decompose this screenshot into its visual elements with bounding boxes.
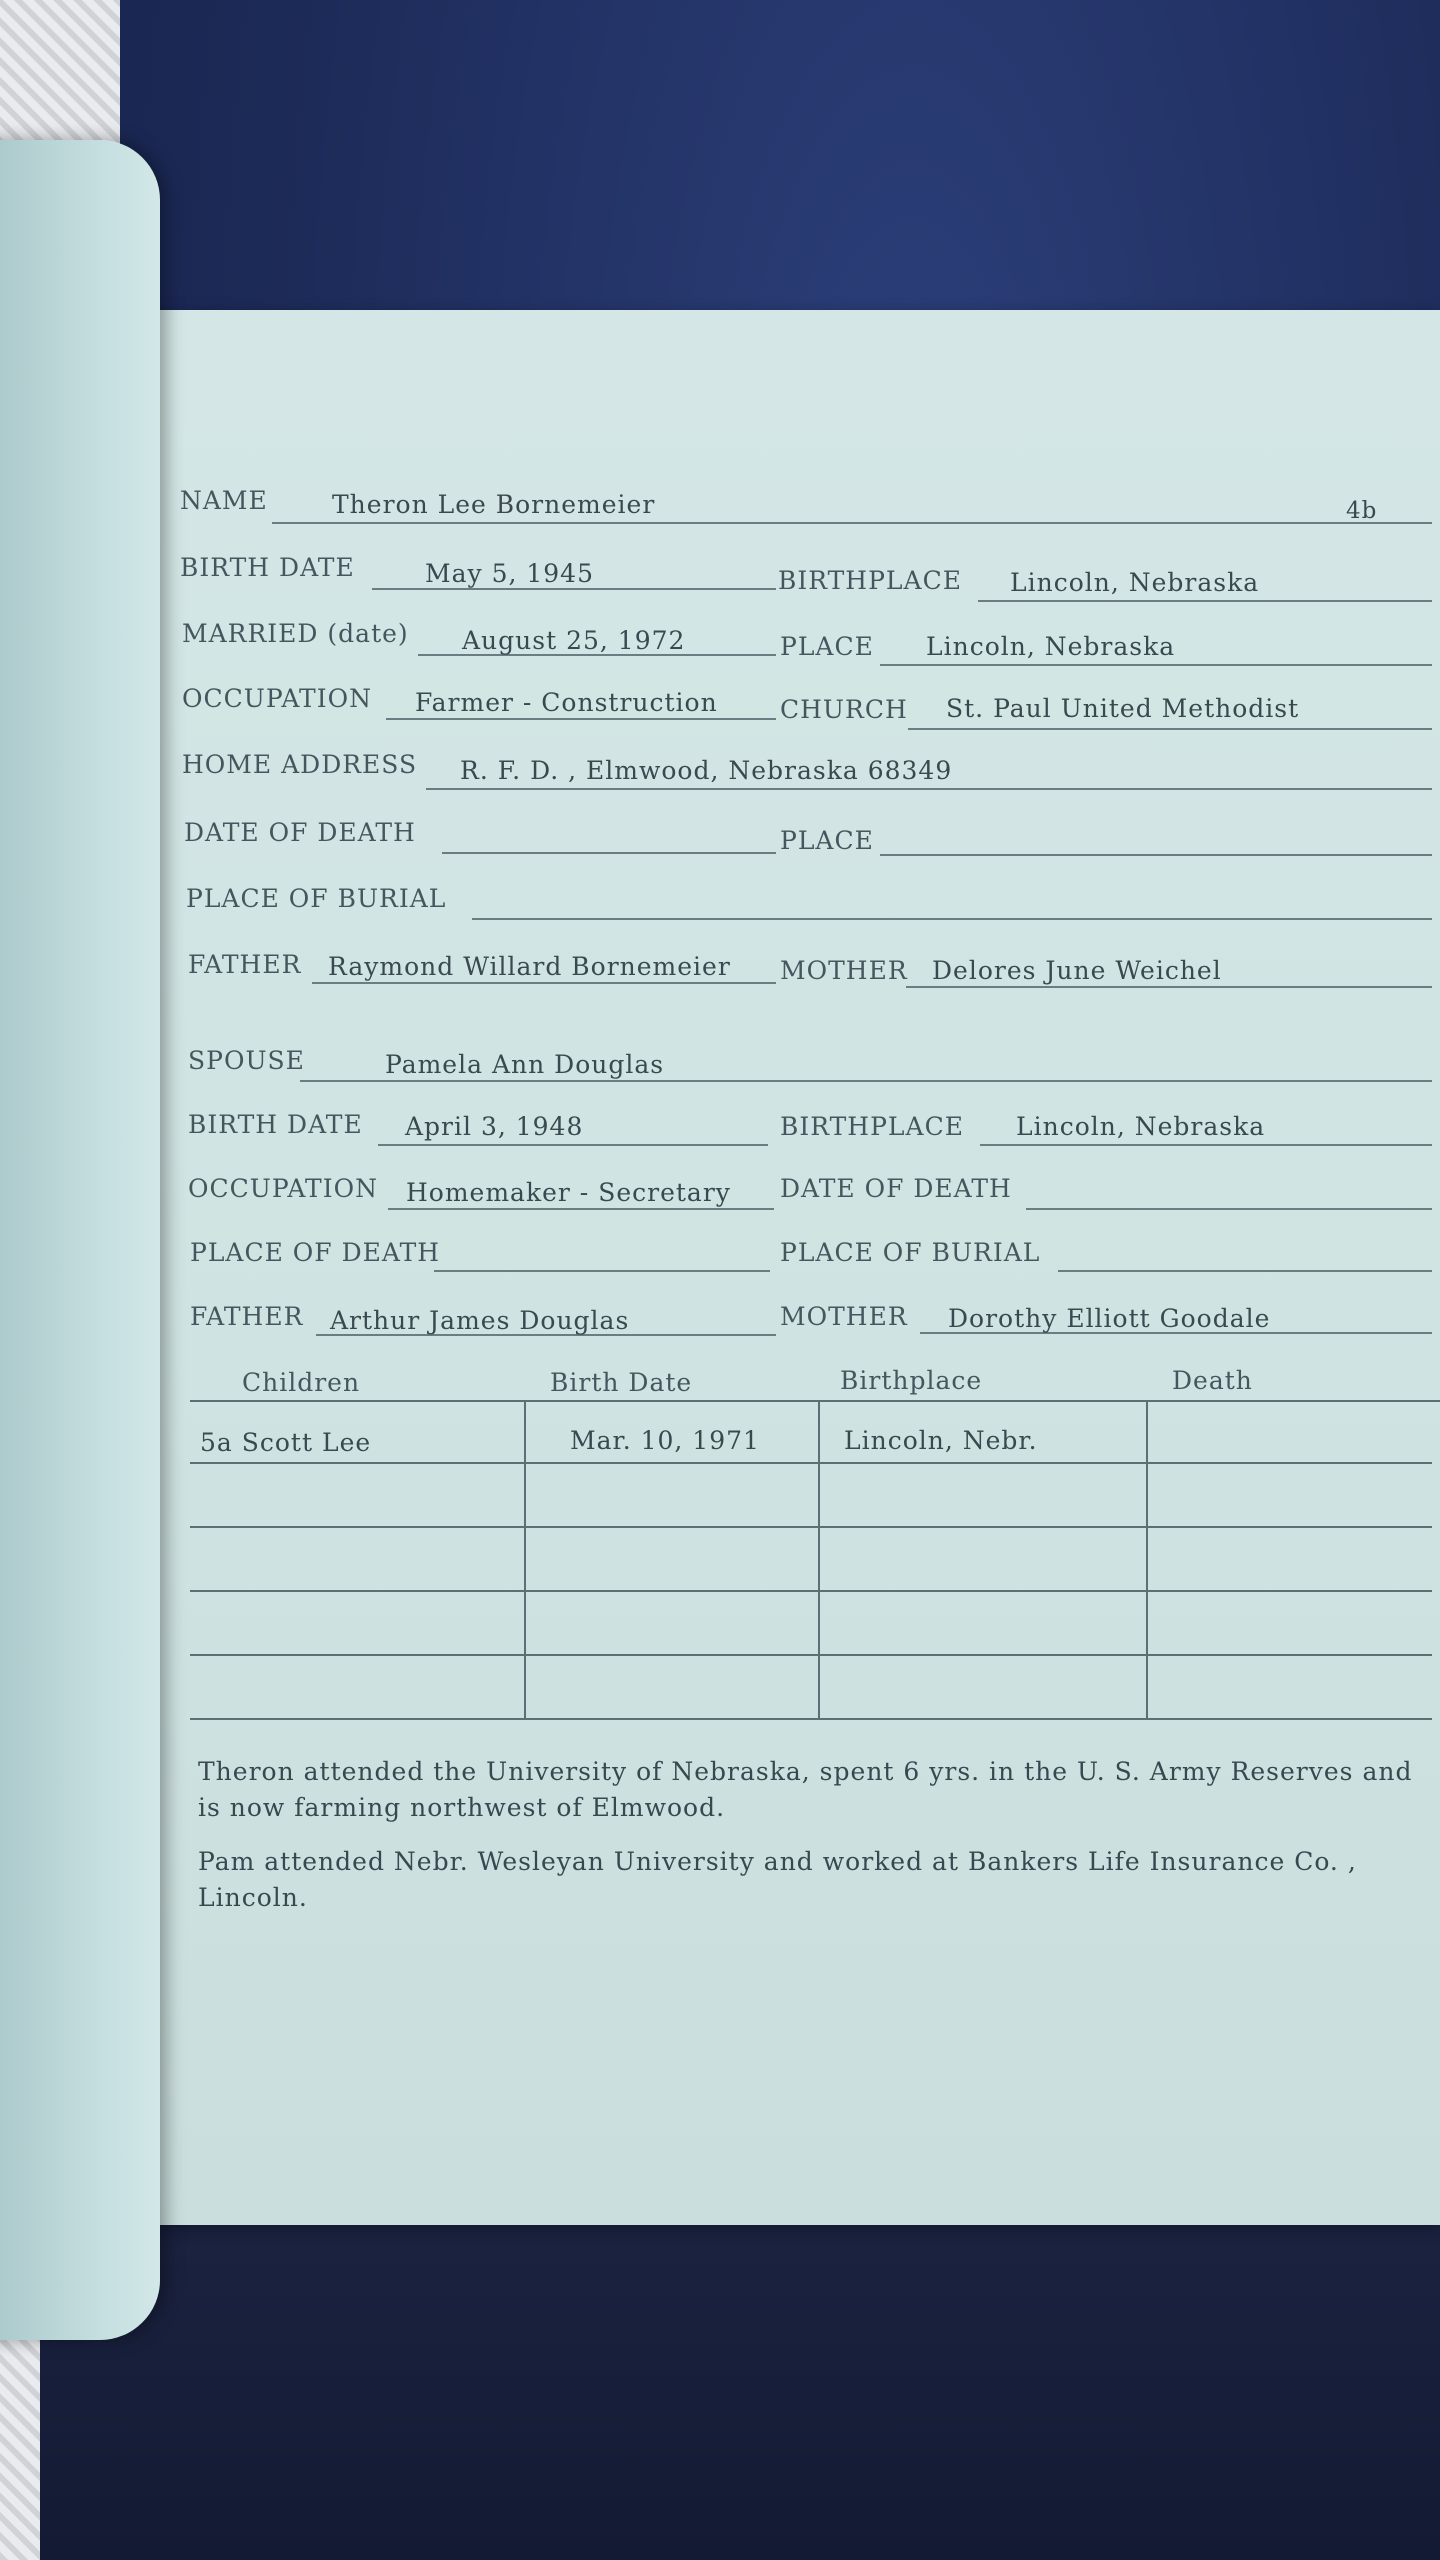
person-birthplace: Lincoln, Nebraska <box>1010 568 1260 597</box>
death-place-label: PLACE <box>780 826 874 855</box>
spouse-birthplace: Lincoln, Nebraska <box>1016 1112 1266 1141</box>
left-book-page <box>0 140 160 2340</box>
spouse-father-label: FATHER <box>190 1302 304 1331</box>
table-column-rule <box>1146 1400 1148 1718</box>
spouse-father: Arthur James Douglas <box>330 1306 630 1335</box>
spouse-underline <box>300 1080 1432 1082</box>
table-row-rule <box>190 1462 1432 1464</box>
table-row-rule <box>190 1526 1432 1528</box>
birth-date-underline <box>372 588 776 590</box>
mother-label: MOTHER <box>780 956 908 985</box>
mother-underline <box>906 986 1432 988</box>
place-of-burial-label: PLACE OF BURIAL <box>186 884 447 913</box>
spouse-occupation-label: OCCUPATION <box>188 1174 378 1203</box>
velvet-background-bottom <box>40 2200 1440 2560</box>
spouse-mother: Dorothy Elliott Goodale <box>948 1304 1271 1333</box>
birth-date-label: BIRTH DATE <box>180 553 355 582</box>
spouse-name: Pamela Ann Douglas <box>385 1050 665 1079</box>
person-home-address: R. F. D. , Elmwood, Nebraska 68349 <box>460 756 953 785</box>
person-occupation: Farmer - Construction <box>415 688 718 717</box>
birthplace-label: BIRTHPLACE <box>778 566 962 595</box>
father-label: FATHER <box>188 950 302 979</box>
name-underline <box>272 522 1432 524</box>
church-label: CHURCH <box>780 695 908 724</box>
person-birth-date: May 5, 1945 <box>425 559 594 588</box>
family-record-page <box>150 310 1440 2225</box>
child-name: 5a Scott Lee <box>200 1428 372 1457</box>
birthplace-header: Birthplace <box>840 1366 983 1395</box>
death-place-underline <box>880 854 1432 856</box>
spouse-place-of-burial-underline <box>1058 1270 1432 1272</box>
spouse-birth-date: April 3, 1948 <box>405 1112 584 1141</box>
spouse-birth-date-underline <box>378 1144 768 1146</box>
spouse-mother-label: MOTHER <box>780 1302 908 1331</box>
table-header-rule <box>190 1400 1440 1402</box>
person-married-place: Lincoln, Nebraska <box>926 632 1176 661</box>
children-header: Children <box>242 1368 361 1397</box>
person-married-date: August 25, 1972 <box>462 626 686 655</box>
spouse-label: SPOUSE <box>188 1046 305 1075</box>
spouse-birthplace-underline <box>980 1144 1432 1146</box>
page-number: 4b <box>1346 498 1378 524</box>
birthplace-underline <box>978 600 1432 602</box>
table-row-rule <box>190 1590 1432 1592</box>
person-father: Raymond Willard Bornemeier <box>328 952 731 981</box>
child-birthplace: Lincoln, Nebr. <box>844 1426 1038 1455</box>
spouse-place-of-death-label: PLACE OF DEATH <box>190 1238 441 1267</box>
spouse-date-of-death-label: DATE OF DEATH <box>780 1174 1012 1203</box>
married-place-underline <box>880 664 1432 666</box>
spouse-birth-date-label: BIRTH DATE <box>188 1110 363 1139</box>
spouse-place-of-death-underline <box>434 1270 770 1272</box>
name-label: NAME <box>180 486 268 515</box>
spouse-occupation: Homemaker - Secretary <box>406 1178 731 1207</box>
date-of-death-underline <box>442 852 776 854</box>
spouse-date-of-death-underline <box>1026 1208 1432 1210</box>
married-date-label: MARRIED (date) <box>182 619 409 648</box>
person-mother: Delores June Weichel <box>932 956 1222 985</box>
date-of-death-label: DATE OF DEATH <box>184 818 416 847</box>
person-name: Theron Lee Bornemeier <box>332 490 656 519</box>
home-address-label: HOME ADDRESS <box>182 750 418 779</box>
birth-date-header: Birth Date <box>550 1368 693 1397</box>
married-place-label: PLACE <box>780 632 874 661</box>
church-underline <box>908 728 1432 730</box>
occupation-underline <box>386 718 776 720</box>
table-column-rule <box>524 1400 526 1718</box>
spouse-birthplace-label: BIRTHPLACE <box>780 1112 964 1141</box>
table-bottom-rule <box>190 1718 1432 1720</box>
spouse-occupation-underline <box>388 1208 774 1210</box>
father-underline <box>312 982 776 984</box>
table-row-rule <box>190 1654 1432 1656</box>
place-of-burial-underline <box>472 918 1432 920</box>
person-church: St. Paul United Methodist <box>946 694 1300 723</box>
note-pam: Pam attended Nebr. Wesleyan University and worked at Bankers Life Insurance Co. , Lincoln. <box>198 1847 1357 1912</box>
spouse-place-of-burial-label: PLACE OF BURIAL <box>780 1238 1041 1267</box>
note-theron: Theron attended the University of Nebraska, spent 6 yrs. in the U. S. Army Reserves and is now farming northwest of Elmwood. <box>198 1757 1413 1822</box>
death-header: Death <box>1172 1366 1253 1395</box>
home-address-underline <box>426 788 1432 790</box>
table-column-rule <box>818 1400 820 1718</box>
occupation-label: OCCUPATION <box>182 684 372 713</box>
child-birth-date: Mar. 10, 1971 <box>570 1426 760 1455</box>
